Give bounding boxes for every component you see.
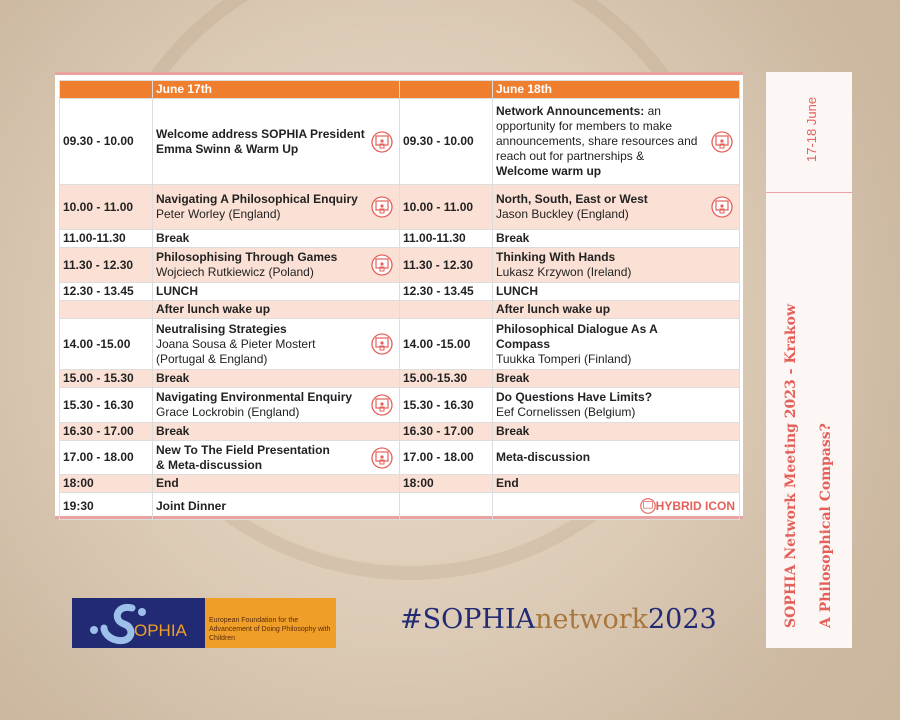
hybrid-icon <box>640 498 656 514</box>
schedule-row <box>60 185 740 230</box>
session-cell: End <box>153 475 400 493</box>
session-cell: Network Announcements: an opportunity for members to make announcements, share resources and reach out for partnerships & Welcome warm up <box>493 99 740 185</box>
session-cell: End <box>493 475 740 493</box>
divider <box>766 192 852 193</box>
time-cell: 12.30 - 13.45 <box>60 283 153 301</box>
time-cell: 09.30 - 10.00 <box>400 99 493 185</box>
session-cell: Break <box>153 370 400 388</box>
time-cell: 11.00-11.30 <box>60 230 153 248</box>
time-cell: 15.30 - 16.30 <box>400 388 493 423</box>
session-cell: Joint Dinner <box>153 493 400 520</box>
session-cell: Welcome address SOPHIA President Emma Swinn & Warm Up <box>153 99 400 185</box>
time-cell: 18:00 <box>400 475 493 493</box>
time-cell <box>60 301 153 319</box>
session-cell: After lunch wake up <box>493 301 740 319</box>
session-cell: Philosophising Through Games Wojciech Rutkiewicz (Poland) <box>153 248 400 283</box>
time-cell: 11.30 - 12.30 <box>60 248 153 283</box>
session-cell: LUNCH <box>153 283 400 301</box>
logo-tagline: European Foundation for the Advancement of Doing Philosophy with Children <box>205 598 336 648</box>
schedule-row <box>60 301 740 319</box>
session-cell: Break <box>493 423 740 441</box>
session-cell: Break <box>153 423 400 441</box>
time-cell: 16.30 - 17.00 <box>60 423 153 441</box>
event-dates: 17-18 June <box>804 96 819 162</box>
hybrid-icon <box>711 196 733 218</box>
time-cell: 15.30 - 16.30 <box>60 388 153 423</box>
hybrid-icon <box>711 131 733 153</box>
event-subtitle: A Philosophical Compass? <box>818 423 834 628</box>
schedule-row <box>60 319 740 370</box>
time-cell: 18:00 <box>60 475 153 493</box>
session-cell: LUNCH <box>493 283 740 301</box>
session-cell: Navigating A Philosophical Enquiry Peter Worley (England) <box>153 185 400 230</box>
schedule-row <box>60 493 740 520</box>
hybrid-icon <box>371 333 393 355</box>
schedule-row <box>60 248 740 283</box>
schedule-table <box>59 80 740 520</box>
time-cell: 10.00 - 11.00 <box>60 185 153 230</box>
session-cell: North, South, East or West Jason Buckley (England) <box>493 185 740 230</box>
session-cell: Break <box>153 230 400 248</box>
session-cell: Break <box>493 370 740 388</box>
hybrid-icon <box>371 131 393 153</box>
schedule-row <box>60 475 740 493</box>
time-cell: 12.30 - 13.45 <box>400 283 493 301</box>
time-cell: 16.30 - 17.00 <box>400 423 493 441</box>
session-cell: After lunch wake up <box>153 301 400 319</box>
hybrid-icon <box>371 447 393 469</box>
time-cell: 14.00 -15.00 <box>400 319 493 370</box>
schedule-row <box>60 99 740 185</box>
time-cell <box>400 301 493 319</box>
time-cell: 09.30 - 10.00 <box>60 99 153 185</box>
time-cell: 10.00 - 11.00 <box>400 185 493 230</box>
sophia-s-icon <box>72 598 205 648</box>
hybrid-icon <box>371 394 393 416</box>
time-cell: 15.00-15.30 <box>400 370 493 388</box>
schedule-row <box>60 370 740 388</box>
schedule-row <box>60 441 740 475</box>
session-cell: Thinking With Hands Lukasz Krzywon (Ireland) <box>493 248 740 283</box>
svg-text:OPHIA: OPHIA <box>134 621 187 640</box>
day2-header: June 18th <box>493 81 740 99</box>
time-cell <box>400 493 493 520</box>
hybrid-icon <box>371 196 393 218</box>
session-cell: New To The Field Presentation & Meta-discussion <box>153 441 400 475</box>
schedule-table-frame <box>55 72 743 519</box>
session-cell: Neutralising Strategies Joana Sousa & Pieter Mostert (Portugal & England) <box>153 319 400 370</box>
time-cell: 19:30 <box>60 493 153 520</box>
time-cell: 15.00 - 15.30 <box>60 370 153 388</box>
day1-header: June 17th <box>153 81 400 99</box>
time-cell: 14.00 -15.00 <box>60 319 153 370</box>
session-cell <box>493 493 740 520</box>
hybrid-icon-legend: HYBRID ICON <box>640 498 735 514</box>
time-cell: 11.30 - 12.30 <box>400 248 493 283</box>
session-cell: Do Questions Have Limits? Eef Cornelissen (Belgium) <box>493 388 740 423</box>
session-cell: Meta-discussion <box>493 441 740 475</box>
sophia-logo <box>72 598 336 648</box>
schedule-row <box>60 423 740 441</box>
schedule-row <box>60 230 740 248</box>
time-cell: 17.00 - 18.00 <box>60 441 153 475</box>
session-cell: Philosophical Dialogue As A Compass Tuukka Tomperi (Finland) <box>493 319 740 370</box>
header-row <box>60 81 740 99</box>
session-cell: Break <box>493 230 740 248</box>
session-cell: Navigating Environmental Enquiry Grace Lockrobin (England) <box>153 388 400 423</box>
time-cell: 17.00 - 18.00 <box>400 441 493 475</box>
schedule-row <box>60 283 740 301</box>
hashtag: #SOPHIAnetwork2023 <box>400 604 717 635</box>
hybrid-icon <box>371 254 393 276</box>
side-panel <box>766 72 852 648</box>
time-cell: 11.00-11.30 <box>400 230 493 248</box>
event-title: SOPHIA Network Meeting 2023 - Krakow <box>783 303 799 628</box>
schedule-row <box>60 388 740 423</box>
